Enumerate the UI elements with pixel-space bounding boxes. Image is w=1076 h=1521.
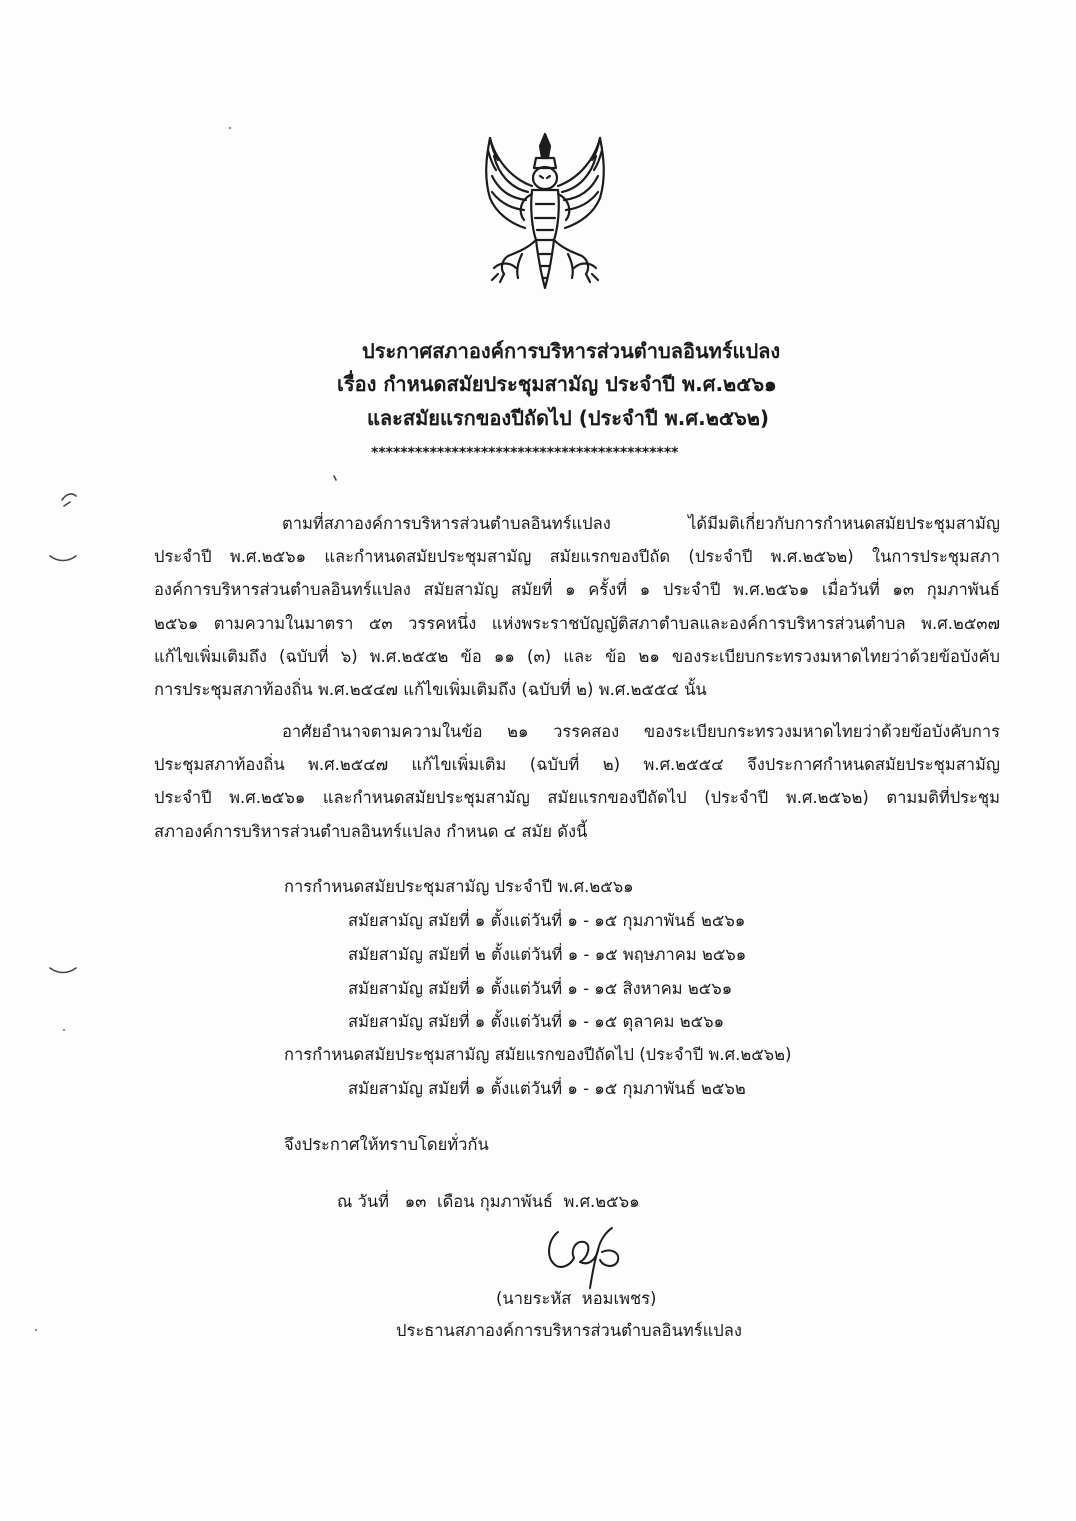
announcement-date: ณ วันที่ ๑๓ เดือน กุมภาพันธ์ พ.ศ.๒๕๖๑ <box>337 1192 640 1211</box>
paragraph-2-line-1: อาศัยอำนาจตามความในข้อ ๒๑ วรรคสอง ของระเบียบกระทรวงมหาดไทยว่าด้วยข้อบังคับการ <box>282 722 1000 741</box>
title-line-3: และสมัยแรกของปีถัดไป (ประจำปี พ.ศ.๒๕๖๒) <box>367 406 770 430</box>
garuda-emblem-icon <box>470 128 620 293</box>
session-item: สมัยสามัญ สมัยที่ ๑ ตั้งแต่วันที่ ๑ - ๑๕ ตุลาคม ๒๕๖๑ <box>348 1012 725 1031</box>
scan-mark <box>50 968 76 973</box>
session-item: สมัยสามัญ สมัยที่ ๑ ตั้งแต่วันที่ ๑ - ๑๕ กุมภาพันธ์ ๒๕๖๒ <box>348 1079 746 1098</box>
scan-mark <box>50 556 76 561</box>
paragraph-1-line-2: ประจำปี พ.ศ.๒๕๖๑ และกำหนดสมัยประชุมสามัญ สมัยแรกของปีถัด (ประจำปี พ.ศ.๒๕๖๒) ในการประชุมสภา <box>154 547 1000 566</box>
session-item: สมัยสามัญ สมัยที่ ๒ ตั้งแต่วันที่ ๑ - ๑๕ พฤษภาคม ๒๕๖๑ <box>348 945 747 964</box>
handwritten-signature <box>540 1222 630 1292</box>
scan-mark <box>334 476 336 480</box>
schedule-heading-2562: การกำหนดสมัยประชุมสามัญ สมัยแรกของปีถัดไป (ประจำปี พ.ศ.๒๕๖๒) <box>284 1045 792 1064</box>
paragraph-1-line-1: ตามที่สภาองค์การบริหารส่วนตำบลอินทร์แปลง ได้มีมติเกี่ยวกับการกำหนดสมัยประชุมสามัญ <box>282 514 1000 533</box>
title-line-2: เรื่อง กำหนดสมัยประชุมสามัญ ประจำปี พ.ศ.๒๕๖๑ <box>337 372 777 396</box>
paragraph-1-line-6: การประชุมสภาท้องถิ่น พ.ศ.๒๕๔๗ แก้ไขเพิ่มเติมถึง (ฉบับที่ ๒) พ.ศ.๒๕๕๔ นั้น <box>154 680 707 699</box>
scan-speck <box>229 127 231 129</box>
paragraph-1-line-5: แก้ไขเพิ่มเติมถึง (ฉบับที่ ๖) พ.ศ.๒๕๕๒ ข้อ ๑๑ (๓) และ ข้อ ๒๑ ของระเบียบกระทรวงมหาดไทยว่าด้วยข้อบังคับ <box>154 647 1000 666</box>
paragraph-1-line-3: องค์การบริหารส่วนตำบลอินทร์แปลง สมัยสามัญ สมัยที่ ๑ ครั้งที่ ๑ ประจำปี พ.ศ.๒๕๖๑ เมื่อวันที่ ๑๓ กุมภาพันธ์ <box>154 580 1000 599</box>
title-separator: ****************************************** <box>371 445 679 461</box>
scan-speck <box>35 1329 37 1331</box>
paragraph-2-line-4: สภาองค์การบริหารส่วนตำบลอินทร์แปลง กำหนด ๔ สมัย ดังนี้ <box>154 822 588 841</box>
scan-mark <box>62 494 76 500</box>
session-item: สมัยสามัญ สมัยที่ ๑ ตั้งแต่วันที่ ๑ - ๑๕ กุมภาพันธ์ ๒๕๖๑ <box>348 911 746 930</box>
paragraph-2-line-2: ประชุมสภาท้องถิ่น พ.ศ.๒๕๔๗ แก้ไขเพิ่มเติม (ฉบับที่ ๒) พ.ศ.๒๕๕๔ จึงประกาศกำหนดสมัยประชุมสามัญ <box>154 755 1000 774</box>
scan-mark <box>64 502 70 506</box>
signatory-position: ประธานสภาองค์การบริหารส่วนตำบลอินทร์แปลง <box>396 1321 742 1340</box>
paragraph-2-line-3: ประจำปี พ.ศ.๒๕๖๑ และกำหนดสมัยประชุมสามัญ สมัยแรกของปีถัดไป (ประจำปี พ.ศ.๒๕๖๒) ตามมติที่ประชุม <box>154 788 1000 807</box>
schedule-heading-2561: การกำหนดสมัยประชุมสามัญ ประจำปี พ.ศ.๒๕๖๑ <box>284 877 634 896</box>
signatory-name: (นายระหัส หอมเพชร) <box>496 1289 657 1308</box>
scan-speck <box>63 1029 65 1031</box>
session-item: สมัยสามัญ สมัยที่ ๑ ตั้งแต่วันที่ ๑ - ๑๕ สิงหาคม ๒๕๖๑ <box>348 979 733 998</box>
closing-announcement: จึงประกาศให้ทราบโดยทั่วกัน <box>284 1135 489 1154</box>
title-line-1: ประกาศสภาองค์การบริหารส่วนตำบลอินทร์แปลง <box>362 339 781 363</box>
paragraph-1-line-4: ๒๕๖๑ ตามความในมาตรา ๕๓ วรรคหนึ่ง แห่งพระราชบัญญัติสภาตำบลและองค์การบริหารส่วนตำบล พ.ศ.๒๕๓๗ <box>154 614 1000 633</box>
